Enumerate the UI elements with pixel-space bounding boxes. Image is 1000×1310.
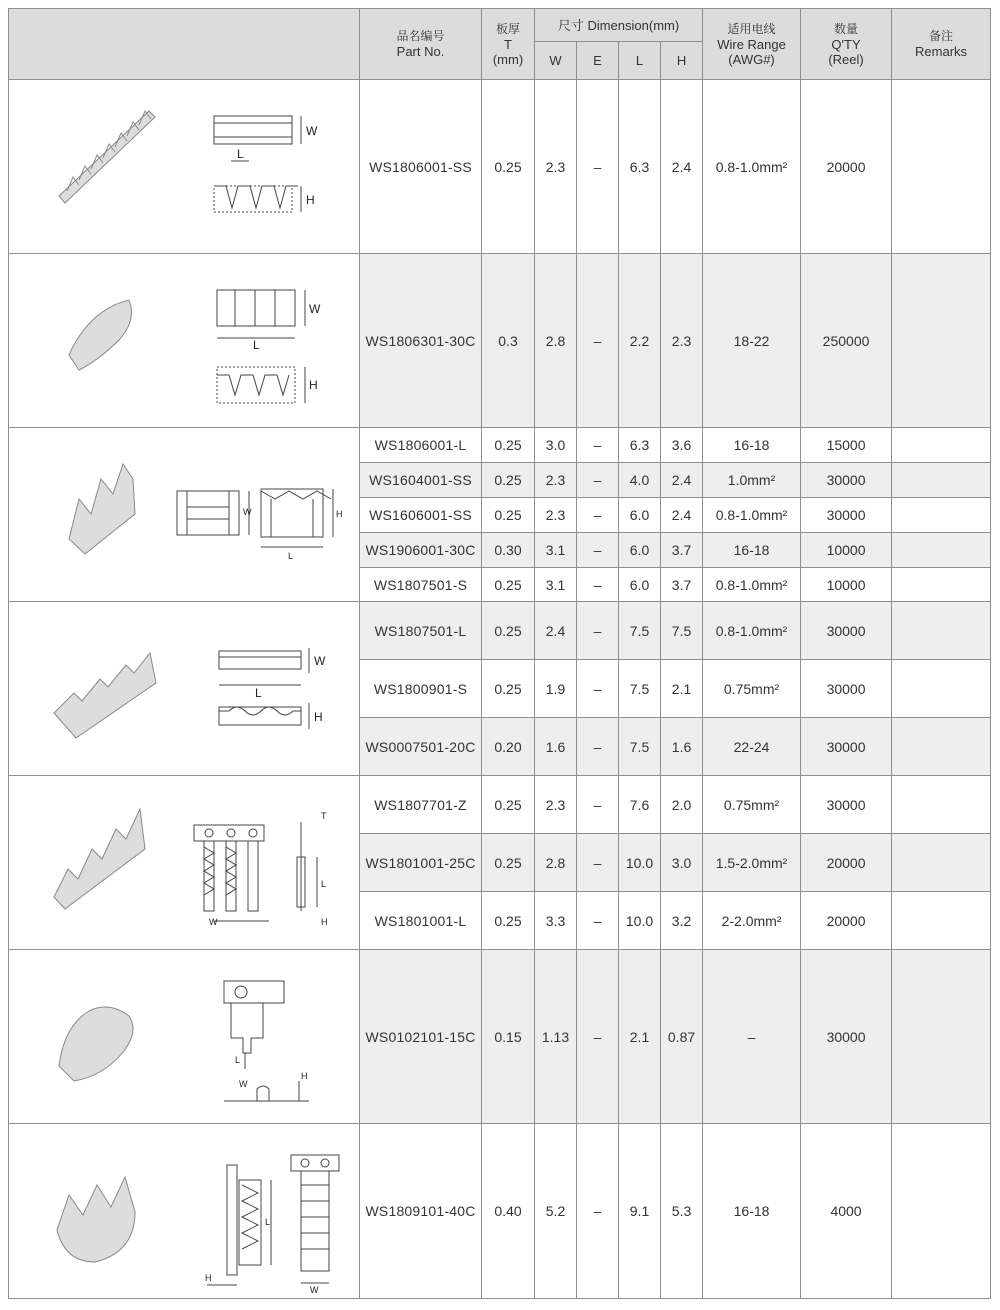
dim-e-value: –: [577, 602, 619, 660]
thickness-value: 0.25: [482, 776, 535, 834]
dim-e-value: –: [577, 1124, 619, 1299]
dim-l-value: 2.2: [619, 254, 661, 428]
product-image-cell: [9, 776, 360, 950]
remarks-value: [892, 498, 991, 533]
dim-w-value: 5.2: [535, 1124, 577, 1299]
part-number: WS1807701-Z: [360, 776, 482, 834]
remarks-value: [892, 428, 991, 463]
header-wire-range: [703, 9, 801, 80]
wire-range-value: 0.75mm²: [703, 776, 801, 834]
remarks-value: [892, 1124, 991, 1299]
thickness-value: 0.25: [482, 80, 535, 254]
dim-l-value: 7.5: [619, 660, 661, 718]
remarks-value: [892, 950, 991, 1124]
terminal-large-crown-drawing: [9, 1125, 359, 1297]
dim-l-value: 4.0: [619, 463, 661, 498]
remarks-value: [892, 660, 991, 718]
dim-l-value: 7.6: [619, 776, 661, 834]
header-image-cell: [9, 9, 360, 80]
quantity-value: 30000: [801, 950, 892, 1124]
dim-w-value: 2.4: [535, 602, 577, 660]
dim-label-h: H: [309, 377, 318, 392]
part-number: WS0102101-15C: [360, 950, 482, 1124]
remarks-value: [892, 776, 991, 834]
terminal-small-clip-drawing: [9, 951, 359, 1123]
dim-h-value: 3.7: [661, 533, 703, 568]
header-thickness-symbol: T: [504, 36, 512, 52]
dim-e-value: –: [577, 428, 619, 463]
quantity-value: 15000: [801, 428, 892, 463]
thickness-value: 0.25: [482, 602, 535, 660]
dim-label-h: H: [301, 1070, 308, 1081]
dim-h-value: 3.0: [661, 834, 703, 892]
quantity-value: 30000: [801, 498, 892, 533]
header-qty-unit: (Reel): [828, 51, 864, 67]
dim-e-value: –: [577, 463, 619, 498]
dim-label-h: H: [205, 1273, 212, 1283]
wire-range-value: 18-22: [703, 254, 801, 428]
dim-l-value: 6.0: [619, 533, 661, 568]
quantity-value: 30000: [801, 463, 892, 498]
part-number: WS1806301-30C: [360, 254, 482, 428]
remarks-value: [892, 892, 991, 950]
dim-h-value: 2.4: [661, 80, 703, 254]
dim-label-h: H: [314, 709, 323, 724]
dim-label-w: W: [310, 1285, 319, 1295]
header-remarks: [892, 9, 991, 80]
terminal-wave-drawing: [9, 603, 359, 775]
header-qty-cn: 数量: [834, 21, 859, 36]
dim-h-value: 3.6: [661, 428, 703, 463]
dim-w-value: 2.8: [535, 254, 577, 428]
dim-label-w: W: [314, 653, 326, 668]
dim-e-value: –: [577, 254, 619, 428]
thickness-value: 0.15: [482, 950, 535, 1124]
dim-label-w: W: [239, 1078, 248, 1089]
dim-l-value: 7.5: [619, 602, 661, 660]
thickness-value: 0.20: [482, 718, 535, 776]
remarks-value: [892, 718, 991, 776]
part-number: WS1906001-30C: [360, 533, 482, 568]
dim-h-value: 2.0: [661, 776, 703, 834]
part-number: WS1807501-L: [360, 602, 482, 660]
quantity-value: 10000: [801, 533, 892, 568]
dim-w-value: 3.1: [535, 568, 577, 602]
dim-e-value: –: [577, 950, 619, 1124]
dim-label-l: L: [255, 685, 262, 700]
dim-h-value: 7.5: [661, 602, 703, 660]
dim-l-value: 10.0: [619, 892, 661, 950]
dim-w-value: 3.0: [535, 428, 577, 463]
table-row: [9, 776, 991, 834]
dim-label-l: L: [237, 146, 244, 161]
dim-e-value: –: [577, 892, 619, 950]
wire-range-value: 16-18: [703, 533, 801, 568]
dim-w-value: 1.13: [535, 950, 577, 1124]
wire-range-value: 0.8-1.0mm²: [703, 498, 801, 533]
dim-w-value: 2.3: [535, 776, 577, 834]
header-part-no-cn: 品名编号: [396, 29, 445, 43]
dim-l-value: 7.5: [619, 718, 661, 776]
dim-label-w: W: [306, 123, 318, 138]
quantity-value: 30000: [801, 660, 892, 718]
dim-h-value: 3.7: [661, 568, 703, 602]
header-quantity: [801, 9, 892, 80]
dim-label-l: L: [235, 1054, 241, 1065]
header-dim-h: H: [661, 42, 703, 80]
dim-label-l: L: [253, 337, 260, 352]
dim-label-t: T: [321, 810, 327, 821]
product-image-cell: [9, 80, 360, 254]
dim-label-w: W: [309, 301, 321, 316]
part-number: WS1801001-25C: [360, 834, 482, 892]
header-remarks-en: Remarks: [915, 44, 968, 59]
remarks-value: [892, 533, 991, 568]
dim-e-value: –: [577, 533, 619, 568]
dim-w-value: 3.1: [535, 533, 577, 568]
dim-h-value: 0.87: [661, 950, 703, 1124]
table-row: [9, 428, 991, 463]
terminal-spec-table: [8, 8, 991, 1299]
part-number: WS1606001-SS: [360, 498, 482, 533]
remarks-value: [892, 568, 991, 602]
dim-l-value: 6.0: [619, 498, 661, 533]
dim-w-value: 2.3: [535, 498, 577, 533]
wire-range-value: 0.75mm²: [703, 660, 801, 718]
header-dim-l: L: [619, 42, 661, 80]
header-part-no-en: Part No.: [396, 44, 445, 59]
dim-w-value: 2.8: [535, 834, 577, 892]
dim-h-value: 5.3: [661, 1124, 703, 1299]
dim-label-h: H: [306, 192, 315, 207]
wire-range-value: 0.8-1.0mm²: [703, 602, 801, 660]
dim-w-value: 1.6: [535, 718, 577, 776]
dim-label-w: W: [243, 506, 252, 517]
quantity-value: 20000: [801, 80, 892, 254]
part-number: WS1806001-SS: [360, 80, 482, 254]
header-thickness-cn: 板厚: [495, 21, 520, 36]
dim-label-h: H: [336, 508, 343, 519]
remarks-value: [892, 80, 991, 254]
dim-h-value: 2.4: [661, 498, 703, 533]
quantity-value: 30000: [801, 602, 892, 660]
wire-range-value: 1.5-2.0mm²: [703, 834, 801, 892]
quantity-value: 250000: [801, 254, 892, 428]
dim-e-value: –: [577, 834, 619, 892]
quantity-value: 20000: [801, 834, 892, 892]
thickness-value: 0.25: [482, 660, 535, 718]
thickness-value: 0.25: [482, 428, 535, 463]
dim-l-value: 6.3: [619, 428, 661, 463]
header-dimension: 尺寸 Dimension(mm): [535, 9, 703, 42]
dim-l-value: 10.0: [619, 834, 661, 892]
quantity-value: 10000: [801, 568, 892, 602]
header-part-no: [360, 9, 482, 80]
quantity-value: 30000: [801, 776, 892, 834]
dim-h-value: 2.3: [661, 254, 703, 428]
terminal-crown-drawing: [9, 429, 359, 601]
dim-label-l: L: [265, 1217, 271, 1227]
table-row: [9, 254, 991, 428]
dim-h-value: 3.2: [661, 892, 703, 950]
dim-w-value: 1.9: [535, 660, 577, 718]
quantity-value: 20000: [801, 892, 892, 950]
header-thickness: [482, 9, 535, 80]
spec-sheet: [8, 8, 990, 1302]
dim-h-value: 1.6: [661, 718, 703, 776]
part-number: WS1801001-L: [360, 892, 482, 950]
product-image-cell: [9, 602, 360, 776]
table-row: [9, 80, 991, 254]
dim-w-value: 2.3: [535, 80, 577, 254]
header-wire-unit: (AWG#): [728, 51, 775, 67]
part-number: WS1604001-SS: [360, 463, 482, 498]
header-thickness-unit: (mm): [492, 51, 524, 67]
dim-e-value: –: [577, 776, 619, 834]
part-number: WS1809101-40C: [360, 1124, 482, 1299]
dim-w-value: 3.3: [535, 892, 577, 950]
header-remarks-cn: 备注: [929, 29, 954, 43]
header-wire-cn: 适用电线: [727, 21, 776, 36]
remarks-value: [892, 463, 991, 498]
wire-range-value: 0.8-1.0mm²: [703, 80, 801, 254]
dim-label-h: H: [321, 916, 328, 927]
header-dim-w: W: [535, 42, 577, 80]
wire-range-value: 1.0mm²: [703, 463, 801, 498]
thickness-value: 0.25: [482, 834, 535, 892]
wire-range-value: 22-24: [703, 718, 801, 776]
quantity-value: 30000: [801, 718, 892, 776]
wire-range-value: 16-18: [703, 1124, 801, 1299]
dim-l-value: 9.1: [619, 1124, 661, 1299]
thickness-value: 0.25: [482, 463, 535, 498]
dim-l-value: 6.0: [619, 568, 661, 602]
part-number: WS1800901-S: [360, 660, 482, 718]
remarks-value: [892, 602, 991, 660]
wire-range-value: –: [703, 950, 801, 1124]
header-qty-en: Q'TY: [831, 36, 861, 52]
dim-w-value: 2.3: [535, 463, 577, 498]
dim-e-value: –: [577, 568, 619, 602]
thickness-value: 0.25: [482, 498, 535, 533]
part-number: WS1806001-L: [360, 428, 482, 463]
dim-e-value: –: [577, 660, 619, 718]
dim-e-value: –: [577, 80, 619, 254]
dim-l-value: 6.3: [619, 80, 661, 254]
table-row: [9, 950, 991, 1124]
thickness-value: 0.40: [482, 1124, 535, 1299]
header-dim-e: E: [577, 42, 619, 80]
dim-label-l: L: [288, 550, 294, 561]
quantity-value: 4000: [801, 1124, 892, 1299]
remarks-value: [892, 834, 991, 892]
thickness-value: 0.25: [482, 892, 535, 950]
terminal-clip-drawing: [9, 255, 359, 427]
product-image-cell: [9, 950, 360, 1124]
thickness-value: 0.3: [482, 254, 535, 428]
part-number: WS1807501-S: [360, 568, 482, 602]
wire-range-value: 2-2.0mm²: [703, 892, 801, 950]
dim-h-value: 2.4: [661, 463, 703, 498]
table-row: [9, 1124, 991, 1299]
table-row: [9, 602, 991, 660]
dim-h-value: 2.1: [661, 660, 703, 718]
dim-label-l: L: [321, 878, 327, 889]
part-number: WS0007501-20C: [360, 718, 482, 776]
product-image-cell: [9, 254, 360, 428]
header-wire-en: Wire Range: [717, 36, 786, 52]
wire-range-value: 0.8-1.0mm²: [703, 568, 801, 602]
dim-e-value: –: [577, 498, 619, 533]
dim-label-w: W: [209, 916, 218, 927]
product-image-cell: [9, 1124, 360, 1299]
dim-e-value: –: [577, 718, 619, 776]
terminal-zigzag-drawing: [9, 777, 359, 949]
remarks-value: [892, 254, 991, 428]
dim-l-value: 2.1: [619, 950, 661, 1124]
thickness-value: 0.30: [482, 533, 535, 568]
wire-range-value: 16-18: [703, 428, 801, 463]
product-image-cell: [9, 428, 360, 602]
thickness-value: 0.25: [482, 568, 535, 602]
terminal-strip-drawing: [9, 81, 359, 253]
